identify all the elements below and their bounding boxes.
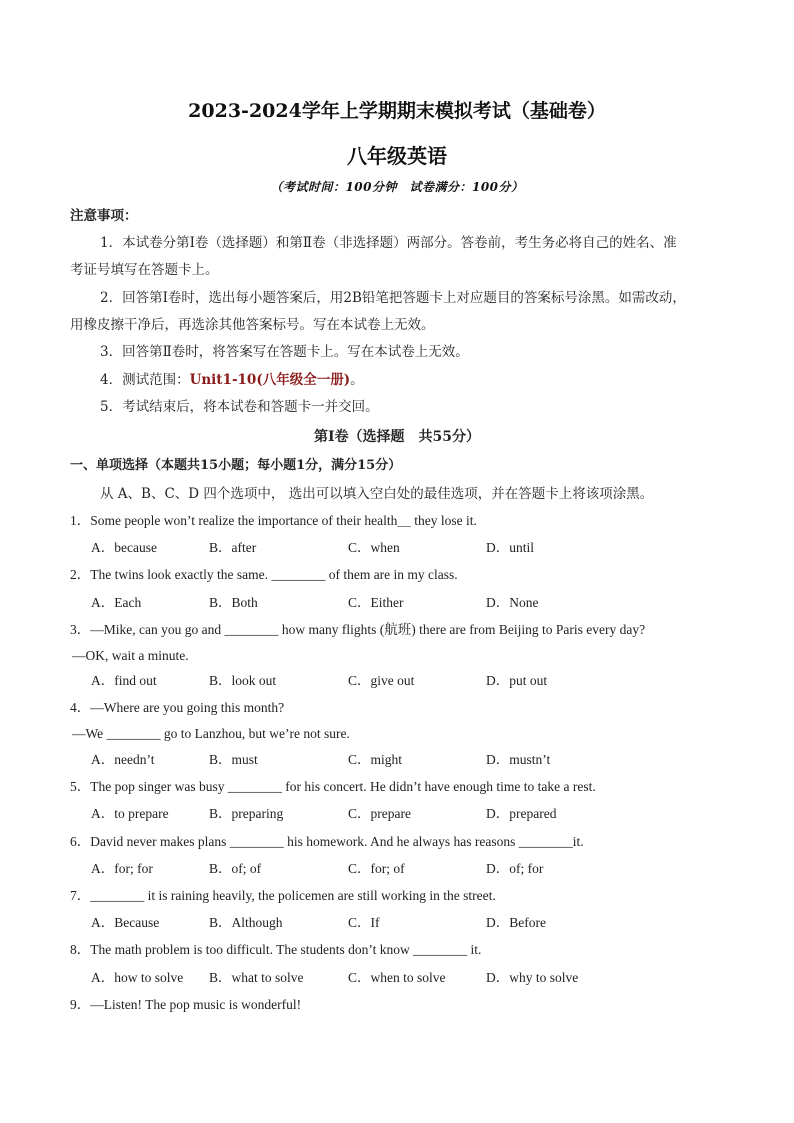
question-4-option-a: A．needn’t bbox=[91, 752, 155, 767]
question-8-option-c: C．when to solve bbox=[348, 970, 446, 985]
question-4-option-d: D．mustn’t bbox=[486, 752, 551, 767]
question-5-option-c: C．prepare bbox=[348, 806, 411, 821]
exam-subject: 八年级英语 bbox=[347, 144, 447, 168]
question-3-option-d: D．put out bbox=[486, 673, 548, 688]
notes-heading: 注意事项： bbox=[70, 208, 138, 224]
question-6-stem: 6．David never makes plans ________ his homework. And he always has reasons ________it. bbox=[70, 834, 584, 849]
note-item-3: 3．回答第Ⅱ卷时，将答案写在答题卡上。写在本试卷上无效。 bbox=[100, 344, 469, 360]
question-2-option-c: C．Either bbox=[348, 595, 404, 610]
question-7-option-d: D．Before bbox=[486, 915, 546, 930]
question-1-option-b: B．after bbox=[209, 540, 257, 555]
test-range: Unit1-10(八年级全一册) bbox=[189, 372, 351, 388]
question-4-option-c: C．might bbox=[348, 752, 403, 767]
question-1-option-d: D．until bbox=[486, 540, 535, 555]
question-1-stem: 1．Some people won’t realize the importance of their health＿ they lose it. bbox=[70, 513, 477, 528]
question-6-option-b: B．of; of bbox=[209, 861, 262, 876]
question-5-option-d: D．prepared bbox=[486, 806, 557, 821]
section-instruction: 从 A、B、C、D 四个选项中， 选出可以填入空白处的最佳选项，并在答题卡上将该项涂黑。 bbox=[100, 486, 654, 502]
section-heading: 一、单项选择（本题共15小题；每小题1分，满分15分） bbox=[70, 458, 402, 473]
question-3-option-c: C．give out bbox=[348, 673, 415, 688]
question-4-option-b: B．must bbox=[209, 752, 258, 767]
question-4-reply: —We ________ go to Lanzhou, but we’re not sure. bbox=[72, 726, 350, 741]
question-8-stem: 8．The math problem is too difficult. The students don’t know ________ it. bbox=[70, 942, 482, 957]
exam-info: （考试时间：100分钟 试卷满分：100分） bbox=[270, 180, 524, 194]
question-7-stem: 7．________ it is raining heavily, the policemen are still working in the street. bbox=[70, 888, 496, 903]
question-5-option-b: B．preparing bbox=[209, 806, 284, 821]
question-9-stem: 9．—Listen! The pop music is wonderful! bbox=[70, 997, 302, 1012]
question-2-option-b: B．Both bbox=[209, 595, 258, 610]
question-8-option-b: B．what to solve bbox=[209, 970, 304, 985]
question-1-option-a: A．because bbox=[91, 540, 157, 555]
question-2-option-d: D．None bbox=[486, 595, 539, 610]
question-8-option-d: D．why to solve bbox=[486, 970, 579, 985]
question-6-option-a: A．for; for bbox=[91, 861, 153, 876]
question-7-option-b: B．Although bbox=[209, 915, 283, 930]
note-item-1: 1．本试卷分第Ⅰ卷（选择题）和第Ⅱ卷（非选择题）两部分。答卷前，考生务必将自己的姓名、准 bbox=[100, 235, 677, 251]
part1-heading: 第Ⅰ卷（选择题 共55分） bbox=[313, 429, 481, 445]
question-2-stem: 2．The twins look exactly the same. ________ of them are in my class. bbox=[70, 567, 458, 582]
note-item-5: 5．考试结束后，将本试卷和答题卡一并交回。 bbox=[100, 399, 379, 415]
question-6-option-d: D．of; for bbox=[486, 861, 544, 876]
note-item-2-cont: 用橡皮擦干净后，再选涂其他答案标号。写在本试卷上无效。 bbox=[70, 317, 435, 333]
question-1-option-c: C．when bbox=[348, 540, 400, 555]
question-5-option-a: A．to prepare bbox=[91, 806, 169, 821]
question-2-option-a: A．Each bbox=[91, 595, 142, 610]
question-4-stem: 4．—Where are you going this month? bbox=[70, 700, 285, 715]
question-3-reply: —OK, wait a minute. bbox=[72, 648, 189, 663]
question-6-option-c: C．for; of bbox=[348, 861, 405, 876]
question-7-option-a: A．Because bbox=[91, 915, 160, 930]
note-item-4 bbox=[100, 370, 364, 390]
question-3-option-b: B．look out bbox=[209, 673, 277, 688]
question-8-option-a: A．how to solve bbox=[91, 970, 184, 985]
question-3-stem: 3．—Mike, can you go and ________ how many flights (航班) there are from Beijing to Paris every day? bbox=[70, 622, 646, 637]
note-item-1-cont: 考证号填写在答题卡上。 bbox=[70, 262, 219, 278]
question-7-option-c: C．If bbox=[348, 915, 380, 930]
note-item-2: 2．回答第Ⅰ卷时，选出每小题答案后，用2B铅笔把答题卡上对应题目的答案标号涂黑。如需改动， bbox=[100, 290, 686, 306]
note-item-4-suffix: 。 bbox=[350, 372, 364, 388]
note-item-4-prefix: 4．测试范围： bbox=[100, 372, 190, 388]
exam-title: 2023-2024学年上学期期末模拟考试（基础卷） bbox=[188, 100, 606, 122]
question-5-stem: 5．The pop singer was busy ________ for his concert. He didn’t have enough time to take a rest. bbox=[70, 779, 596, 794]
question-3-option-a: A．find out bbox=[91, 673, 157, 688]
